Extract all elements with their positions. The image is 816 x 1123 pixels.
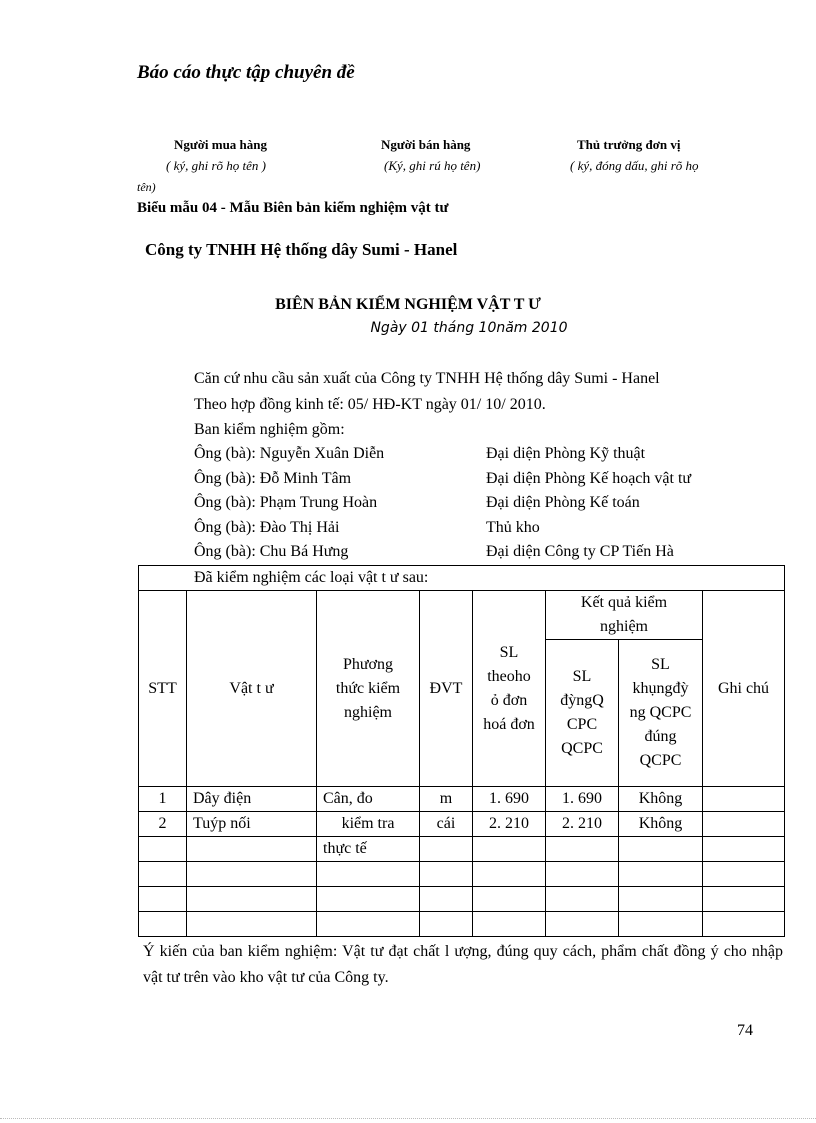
basis-line-1: Căn cứ nhu cầu sản xuất của Công ty TNHH Hệ thống dây Sumi - Hanel (194, 370, 660, 387)
header-item: Vật t ư (187, 591, 317, 787)
table-row (139, 812, 785, 837)
member-name: Ông (bà): Nguyễn Xuân Diễn (194, 445, 385, 462)
member-role: Đại diện Công ty CP Tiến Hà (486, 543, 674, 560)
header-unit: ĐVT (420, 591, 473, 787)
cell-unit: cái (420, 812, 473, 837)
signature-head-note-overflow: tên) (137, 180, 156, 194)
header-note: Ghi chú (703, 591, 785, 787)
company-name: Công ty TNHH Hệ thống dây Sumi - Hanel (145, 240, 458, 259)
signature-head-note: ( ký, đóng dấu, ghi rõ họ (570, 158, 699, 173)
cell-qty-ok: 2. 210 (546, 812, 619, 837)
cell-qty-invoice: 1. 690 (473, 787, 546, 812)
basis-line-2: Theo hợp đồng kinh tế: 05/ HĐ-KT ngày 01/ 10/ 2010. (194, 396, 546, 413)
cell-method: Cân, đo (317, 787, 420, 812)
header-stt: STT (139, 591, 187, 787)
member-role: Thủ kho (486, 519, 540, 536)
cell-stt (139, 837, 187, 862)
member-role: Đại diện Phòng Kế hoạch vật tư (486, 470, 692, 487)
member-role: Đại diện Phòng Kế toán (486, 494, 640, 511)
cell-qty-ok (546, 837, 619, 862)
table-intro-row (139, 566, 785, 591)
cell-method: kiểm tra (317, 812, 420, 837)
cell-note (703, 812, 785, 837)
cell-unit: m (420, 787, 473, 812)
document-title: BIÊN BẢN KIỂM NGHIỆM VẬT T Ư (275, 296, 541, 313)
cell-qty-not-ok (619, 837, 703, 862)
page-number: 74 (737, 1022, 753, 1039)
basis-line-3: Ban kiểm nghiệm gồm: (194, 421, 345, 438)
table-row (139, 787, 785, 812)
table-row (139, 837, 785, 862)
member-name: Ông (bà): Phạm Trung Hoàn (194, 494, 378, 511)
member-name: Ông (bà): Đào Thị Hải (194, 519, 340, 536)
cell-qty-invoice: 2. 210 (473, 812, 546, 837)
cell-qty-not-ok: Không (619, 812, 703, 837)
signature-buyer-title: Người mua hàng (174, 137, 268, 152)
member-name: Ông (bà): Chu Bá Hưng (194, 543, 349, 560)
header-qty-ok: SL đỳngQ CPC QCPC (546, 640, 619, 787)
header-qty-invoice: SL theoho ỏ đơn hoá đơn (473, 591, 546, 787)
signature-seller-title: Người bán hàng (381, 137, 471, 152)
table-empty-row (139, 862, 785, 887)
cell-item: Dây điện (187, 787, 317, 812)
page-bottom-divider (0, 1118, 816, 1119)
inspection-conclusion: Ý kiến của ban kiểm nghiệm: Vật tư đạt chất l ượng, đúng quy cách, phẩm chất đồng ý cho nhập vật tư trên vào kho vật tư của Công ty. (143, 943, 783, 986)
cell-qty-not-ok: Không (619, 787, 703, 812)
header-result-group: Kết quả kiểm nghiệm (546, 591, 703, 640)
cell-method: thực tế (317, 837, 420, 862)
member-name: Ông (bà): Đỗ Minh Tâm (194, 470, 352, 487)
cell-item: Tuýp nối (187, 812, 317, 837)
signature-seller-note: (Ký, ghi rú họ tên) (384, 158, 481, 173)
form-title: Biểu mẫu 04 - Mẫu Biên bản kiểm nghiệm vật tư (137, 200, 449, 216)
signature-buyer-note: ( ký, ghi rõ họ tên ) (166, 158, 267, 173)
cell-item (187, 837, 317, 862)
header-qty-not-ok: SL khụngđỳ ng QCPC đúng QCPC (619, 640, 703, 787)
table-empty-row (139, 912, 785, 937)
table-intro: Đã kiểm nghiệm các loại vật t ư sau: (139, 566, 785, 591)
table-header-row (139, 591, 785, 640)
cell-note (703, 837, 785, 862)
cell-stt: 1 (139, 787, 187, 812)
header-method: Phương thức kiểm nghiệm (317, 591, 420, 787)
table-empty-row (139, 887, 785, 912)
inspection-table (138, 565, 785, 937)
cell-note (703, 787, 785, 812)
cell-unit (420, 837, 473, 862)
cell-qty-ok: 1. 690 (546, 787, 619, 812)
cell-qty-invoice (473, 837, 546, 862)
member-role: Đại diện Phòng Kỹ thuật (486, 445, 646, 462)
cell-stt: 2 (139, 812, 187, 837)
report-header-title: Báo cáo thực tập chuyên đề (137, 62, 355, 83)
document-date: Ngày 01 tháng 10năm 2010 (370, 320, 568, 336)
signature-head-title: Thủ trưởng đơn vị (577, 137, 681, 152)
